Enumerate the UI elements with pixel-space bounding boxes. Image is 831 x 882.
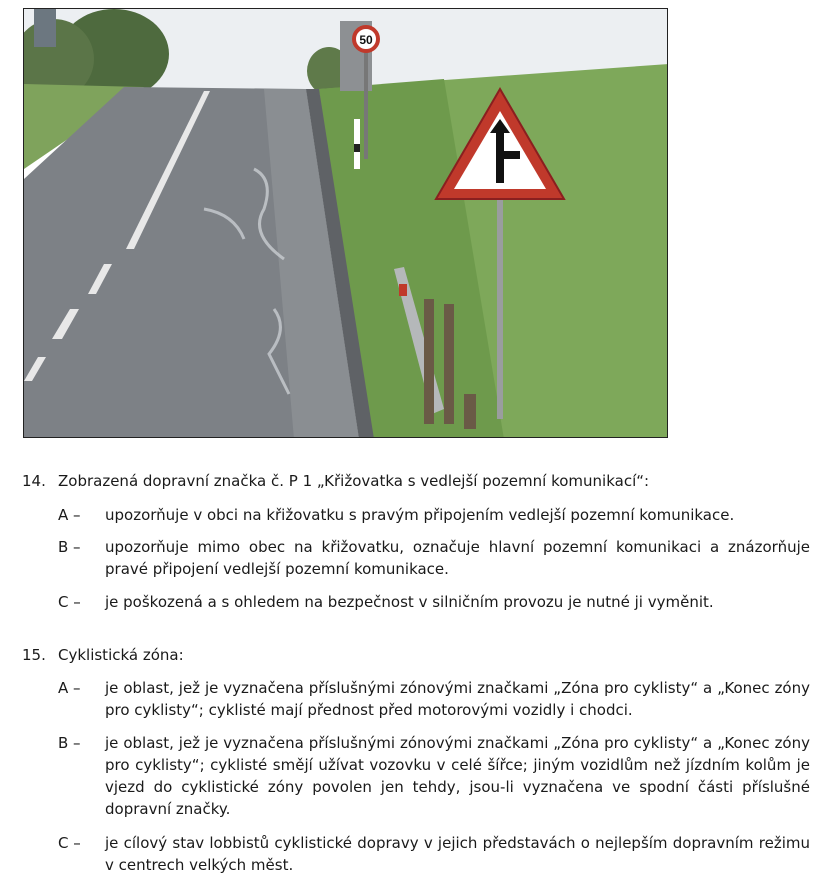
answer-text: je poškozená a s ohledem na bezpečnost v silničním provozu je nutné ji vyměnit. bbox=[105, 593, 714, 611]
road-scene-illustration bbox=[24, 9, 668, 438]
answer-label: B – bbox=[58, 734, 81, 752]
answer-text: je oblast, jež je vyznačena příslušnými zónovými značkami „Zóna pro cyklisty“ a „Konec zóny pro cyklisty“; cyklisté smějí užívat vozovku v celé šířce; jiným vozidlům než jízdním kolům je vjezd do cyklistické zóny povolen jen tehdy, jsou-li vyznačena ve spodní části příslušné dopravní značky. bbox=[105, 734, 810, 818]
answer-14-c[interactable] bbox=[58, 591, 810, 613]
question-number: 15. bbox=[22, 646, 46, 664]
answer-text: upozorňuje mimo obec na křižovatku, označuje hlavní pozemní komunikaci a znázorňuje pravé připojení vedlejší pozemní komunikace. bbox=[105, 538, 810, 578]
answer-label: B – bbox=[58, 538, 81, 556]
question-text: Zobrazená dopravní značka č. P 1 „Křižovatka s vedlejší pozemní komunikací“: bbox=[58, 472, 650, 490]
answer-label: C – bbox=[58, 593, 81, 611]
answer-15-c[interactable] bbox=[58, 832, 810, 876]
road-photo bbox=[23, 8, 668, 438]
answer-15-b[interactable] bbox=[58, 732, 810, 820]
answer-text: upozorňuje v obci na křižovatku s pravým připojením vedlejší pozemní komunikace. bbox=[105, 506, 735, 524]
answer-label: A – bbox=[58, 679, 81, 697]
answer-14-b[interactable] bbox=[58, 536, 810, 580]
answer-label: C – bbox=[58, 834, 81, 852]
question-text: Cyklistická zóna: bbox=[58, 646, 184, 664]
question-number: 14. bbox=[22, 472, 46, 490]
answer-text: je cílový stav lobbistů cyklistické dopravy v jejich představách o nejlepším dopravním režimu v centrech velkých měst. bbox=[105, 834, 810, 874]
question-15 bbox=[22, 644, 184, 667]
answer-15-a[interactable] bbox=[58, 677, 810, 721]
speed-limit-text: 50 bbox=[359, 33, 373, 47]
question-14 bbox=[22, 470, 649, 493]
answer-label: A – bbox=[58, 506, 81, 524]
answer-14-a[interactable] bbox=[58, 504, 810, 526]
answer-text: je oblast, jež je vyznačena příslušnými zónovými značkami „Zóna pro cyklisty“ a „Konec zóny pro cyklisty“; cyklisté mají přednost před motorovými vozidly i chodci. bbox=[105, 679, 810, 719]
